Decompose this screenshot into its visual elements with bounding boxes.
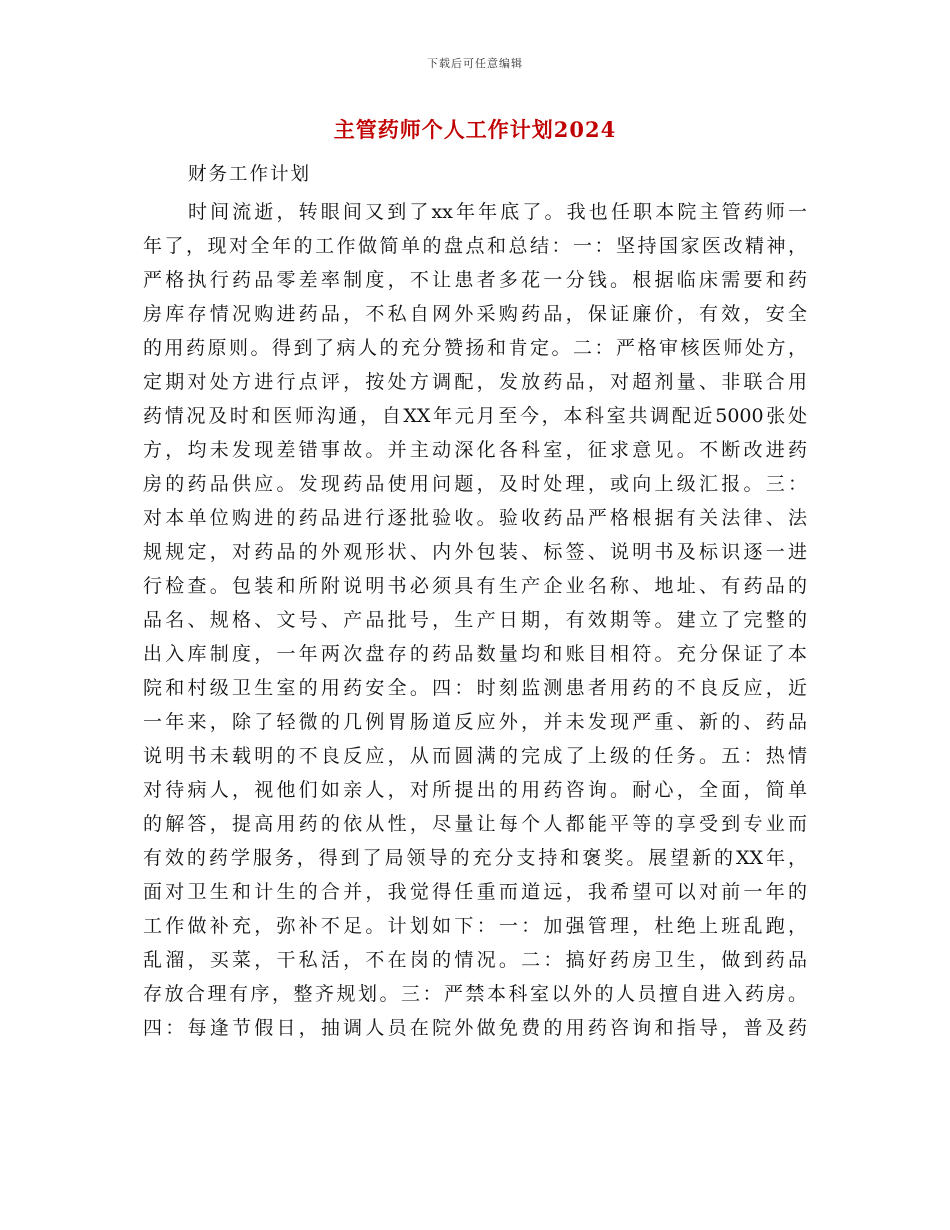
paragraph-line: 工作做补充，弥补不足。计划如下：一：加强管理，杜绝上班乱跑，: [143, 915, 807, 937]
paragraph-line: 对本单位购进的药品进行逐批验收。验收药品严格根据有关法律、法: [143, 507, 807, 529]
paragraph-line: 一年来，除了轻微的几例胃肠道反应外，并未发现严重、新的、药品: [143, 711, 807, 733]
paragraph-line: 面对卫生和计生的合并，我觉得任重而道远，我希望可以对前一年的: [143, 881, 807, 903]
paragraph-line: 的用药原则。得到了病人的充分赞扬和肯定。二：严格审核医师处方，: [143, 337, 807, 359]
paragraph-line: 严格执行药品零差率制度，不让患者多花一分钱。根据临床需要和药: [143, 269, 807, 291]
paragraph-line: 的解答，提高用药的依从性，尽量让每个人都能平等的享受到专业而: [143, 813, 807, 835]
body-paragraph: [143, 195, 807, 1045]
paragraph-line: 药情况及时和医师沟通，自XX年元月至今，本科室共调配近5000张处: [143, 405, 807, 427]
paragraph-line: 说明书未载明的不良反应，从而圆满的完成了上级的任务。五：热情: [143, 745, 807, 767]
paragraph-line: 时间流逝，转眼间又到了xx年年底了。我也任职本院主管药师一: [188, 201, 807, 223]
section-heading: 财务工作计划: [188, 164, 312, 185]
paragraph-line: 年了，现对全年的工作做简单的盘点和总结：一：坚持国家医改精神，: [143, 235, 807, 257]
paragraph-line: 方，均未发现差错事故。并主动深化各科室，征求意见。不断改进药: [143, 439, 807, 461]
paragraph-line: 出入库制度，一年两次盘存的药品数量均和账目相符。充分保证了本: [143, 643, 807, 665]
paragraph-line: 存放合理有序，整齐规划。三：严禁本科室以外的人员擅自进入药房。: [143, 983, 807, 1005]
document-title: 主管药师个人工作计划2024: [333, 117, 617, 142]
paragraph-line: 乱溜，买菜，干私活，不在岗的情况。二：搞好药房卫生，做到药品: [143, 949, 807, 971]
header-note: 下载后可任意编辑: [427, 57, 523, 70]
paragraph-line: 院和村级卫生室的用药安全。四：时刻监测患者用药的不良反应，近: [143, 677, 807, 699]
paragraph-line: 品名、规格、文号、产品批号，生产日期，有效期等。建立了完整的: [143, 609, 807, 631]
paragraph-line: 行检查。包装和所附说明书必须具有生产企业名称、地址、有药品的: [143, 575, 807, 597]
paragraph-line: 房的药品供应。发现药品使用问题，及时处理，或向上级汇报。三：: [143, 473, 807, 495]
paragraph-line: 房库存情况购进药品，不私自网外采购药品，保证廉价，有效，安全: [143, 303, 807, 325]
paragraph-line: 规规定，对药品的外观形状、内外包装、标签、说明书及标识逐一进: [143, 541, 807, 563]
paragraph-line: 四：每逢节假日，抽调人员在院外做免费的用药咨询和指导，普及药: [143, 1017, 807, 1039]
paragraph-line: 对待病人，视他们如亲人，对所提出的用药咨询。耐心，全面，简单: [143, 779, 807, 801]
paragraph-line: 有效的药学服务，得到了局领导的充分支持和褒奖。展望新的XX年，: [143, 847, 807, 869]
paragraph-line: 定期对处方进行点评，按处方调配，发放药品，对超剂量、非联合用: [143, 371, 807, 393]
